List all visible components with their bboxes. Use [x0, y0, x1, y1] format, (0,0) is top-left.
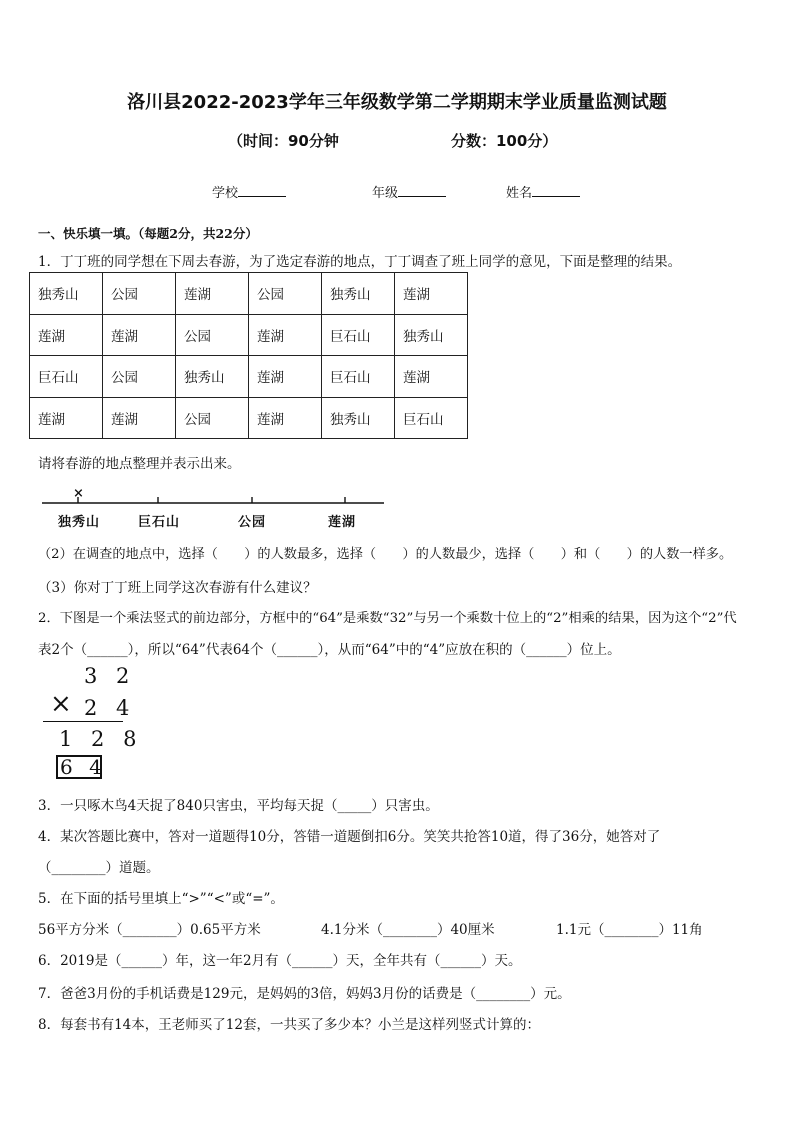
q2-line2: 表2个（______），所以“64”代表64个（______），从而“64”中的“4”应放在积的（______）位上。 [38, 642, 621, 658]
table-cell: 巨石山 [322, 314, 395, 356]
q8-text: 8．每套书有14本，王老师买了12套，一共买了多少本？小兰是这样列竖式计算的： [38, 1017, 540, 1033]
table-cell: 公园 [249, 273, 322, 315]
q5-item-c: 1.1元（________）11角 [556, 922, 703, 938]
table-cell: 公园 [103, 356, 176, 398]
grade-blank [398, 184, 446, 197]
table-row [30, 314, 468, 356]
table-cell: 独秀山 [176, 356, 249, 398]
page-title: 洛川县2022-2023学年三年级数学第二学期期末学业质量监测试题 [127, 92, 667, 113]
name-field [506, 182, 580, 201]
table-cell: 公园 [176, 397, 249, 439]
table-cell: 公园 [103, 273, 176, 315]
q6-text: 6．2019是（______）年，这一年2月有（______）天，全年共有（______）天。 [38, 953, 522, 969]
table-row [30, 397, 468, 439]
axis-label-jushishan: 巨石山 [138, 515, 181, 530]
q5-stem: 5．在下面的括号里填上“>”“<”或“=”。 [38, 891, 284, 907]
table-cell: 莲湖 [395, 273, 468, 315]
q4-line2: （________）道题。 [38, 860, 160, 876]
table-cell: 莲湖 [249, 397, 322, 439]
name-blank [532, 184, 580, 197]
vertical-row-2: 2 4 [84, 696, 136, 720]
table-cell: 巨石山 [30, 356, 103, 398]
table-cell: 公园 [176, 314, 249, 356]
vertical-row-4: 6 4 [60, 755, 107, 779]
q4-line1: 4．某次答题比赛中，答对一道题得10分，答错一道题倒扣6分。笑笑共抢答10道，得了36分，她答对了 [38, 829, 661, 845]
q1-instruction: 请将春游的地点整理并表示出来。 [38, 456, 241, 472]
q1-part2: （2）在调查的地点中，选择（ ）的人数最多，选择（ ）的人数最少，选择（ ）和（ ）的人数一样多。 [38, 547, 733, 562]
axis-label-lianhu: 莲湖 [328, 515, 357, 530]
school-label: 学校 [212, 186, 239, 201]
name-label: 姓名 [506, 186, 533, 201]
table-row [30, 273, 468, 315]
table-cell: 莲湖 [30, 314, 103, 356]
q7-text: 7．爸爸3月份的手机话费是129元，是妈妈的3倍，妈妈3月份的话费是（________）元。 [38, 986, 571, 1002]
table-cell: 莲湖 [395, 356, 468, 398]
table-cell: 莲湖 [103, 314, 176, 356]
table-cell: 莲湖 [176, 273, 249, 315]
school-blank [238, 184, 286, 197]
q1-part3: （3）你对丁丁班上同学这次春游有什么建议？ [38, 580, 317, 596]
table-cell: 莲湖 [249, 356, 322, 398]
vertical-row-3: 1 2 8 [59, 727, 143, 751]
q2-line1: 2．下图是一个乘法竖式的前边部分，方框中的“64”是乘数“32”与另一个乘数十位上的“2”相乘的结果，因为这个“2”代 [38, 611, 737, 626]
table-cell: 独秀山 [322, 397, 395, 439]
vertical-row-1: 3 2 [84, 664, 136, 688]
table-cell: 独秀山 [30, 273, 103, 315]
grade-label: 年级 [372, 186, 399, 201]
q5-item-a: 56平方分米（________）0.65平方米 [38, 922, 261, 938]
q5-item-b: 4.1分米（________）40厘米 [321, 922, 495, 938]
table-cell: 独秀山 [322, 273, 395, 315]
tally-mark: × [73, 486, 84, 501]
tally-axis [38, 486, 388, 506]
table-cell: 莲湖 [30, 397, 103, 439]
table-cell: 莲湖 [249, 314, 322, 356]
table-cell: 独秀山 [395, 314, 468, 356]
table-row [30, 356, 468, 398]
table-cell: 莲湖 [103, 397, 176, 439]
table-cell: 巨石山 [322, 356, 395, 398]
exam-score: 分数：100分） [451, 132, 558, 150]
table-cell: 巨石山 [395, 397, 468, 439]
grade-field [372, 182, 446, 201]
multiply-sign: × [50, 689, 72, 719]
q1-stem: 1．丁丁班的同学想在下周去春游，为了选定春游的地点，丁丁调查了班上同学的意见，下面是整理的结果。 [38, 254, 682, 270]
vertical-rule [43, 721, 123, 722]
exam-time: （时间：90分钟 [228, 132, 339, 150]
school-field [212, 182, 286, 201]
axis-label-gongyuan: 公园 [238, 515, 267, 530]
axis-label-dushoushan: 独秀山 [58, 515, 101, 530]
section-heading: 一、快乐填一填。（每题2分，共22分） [38, 226, 258, 241]
survey-table [29, 272, 468, 439]
q3-text: 3．一只啄木鸟4天捉了840只害虫，平均每天捉（_____）只害虫。 [38, 798, 439, 814]
